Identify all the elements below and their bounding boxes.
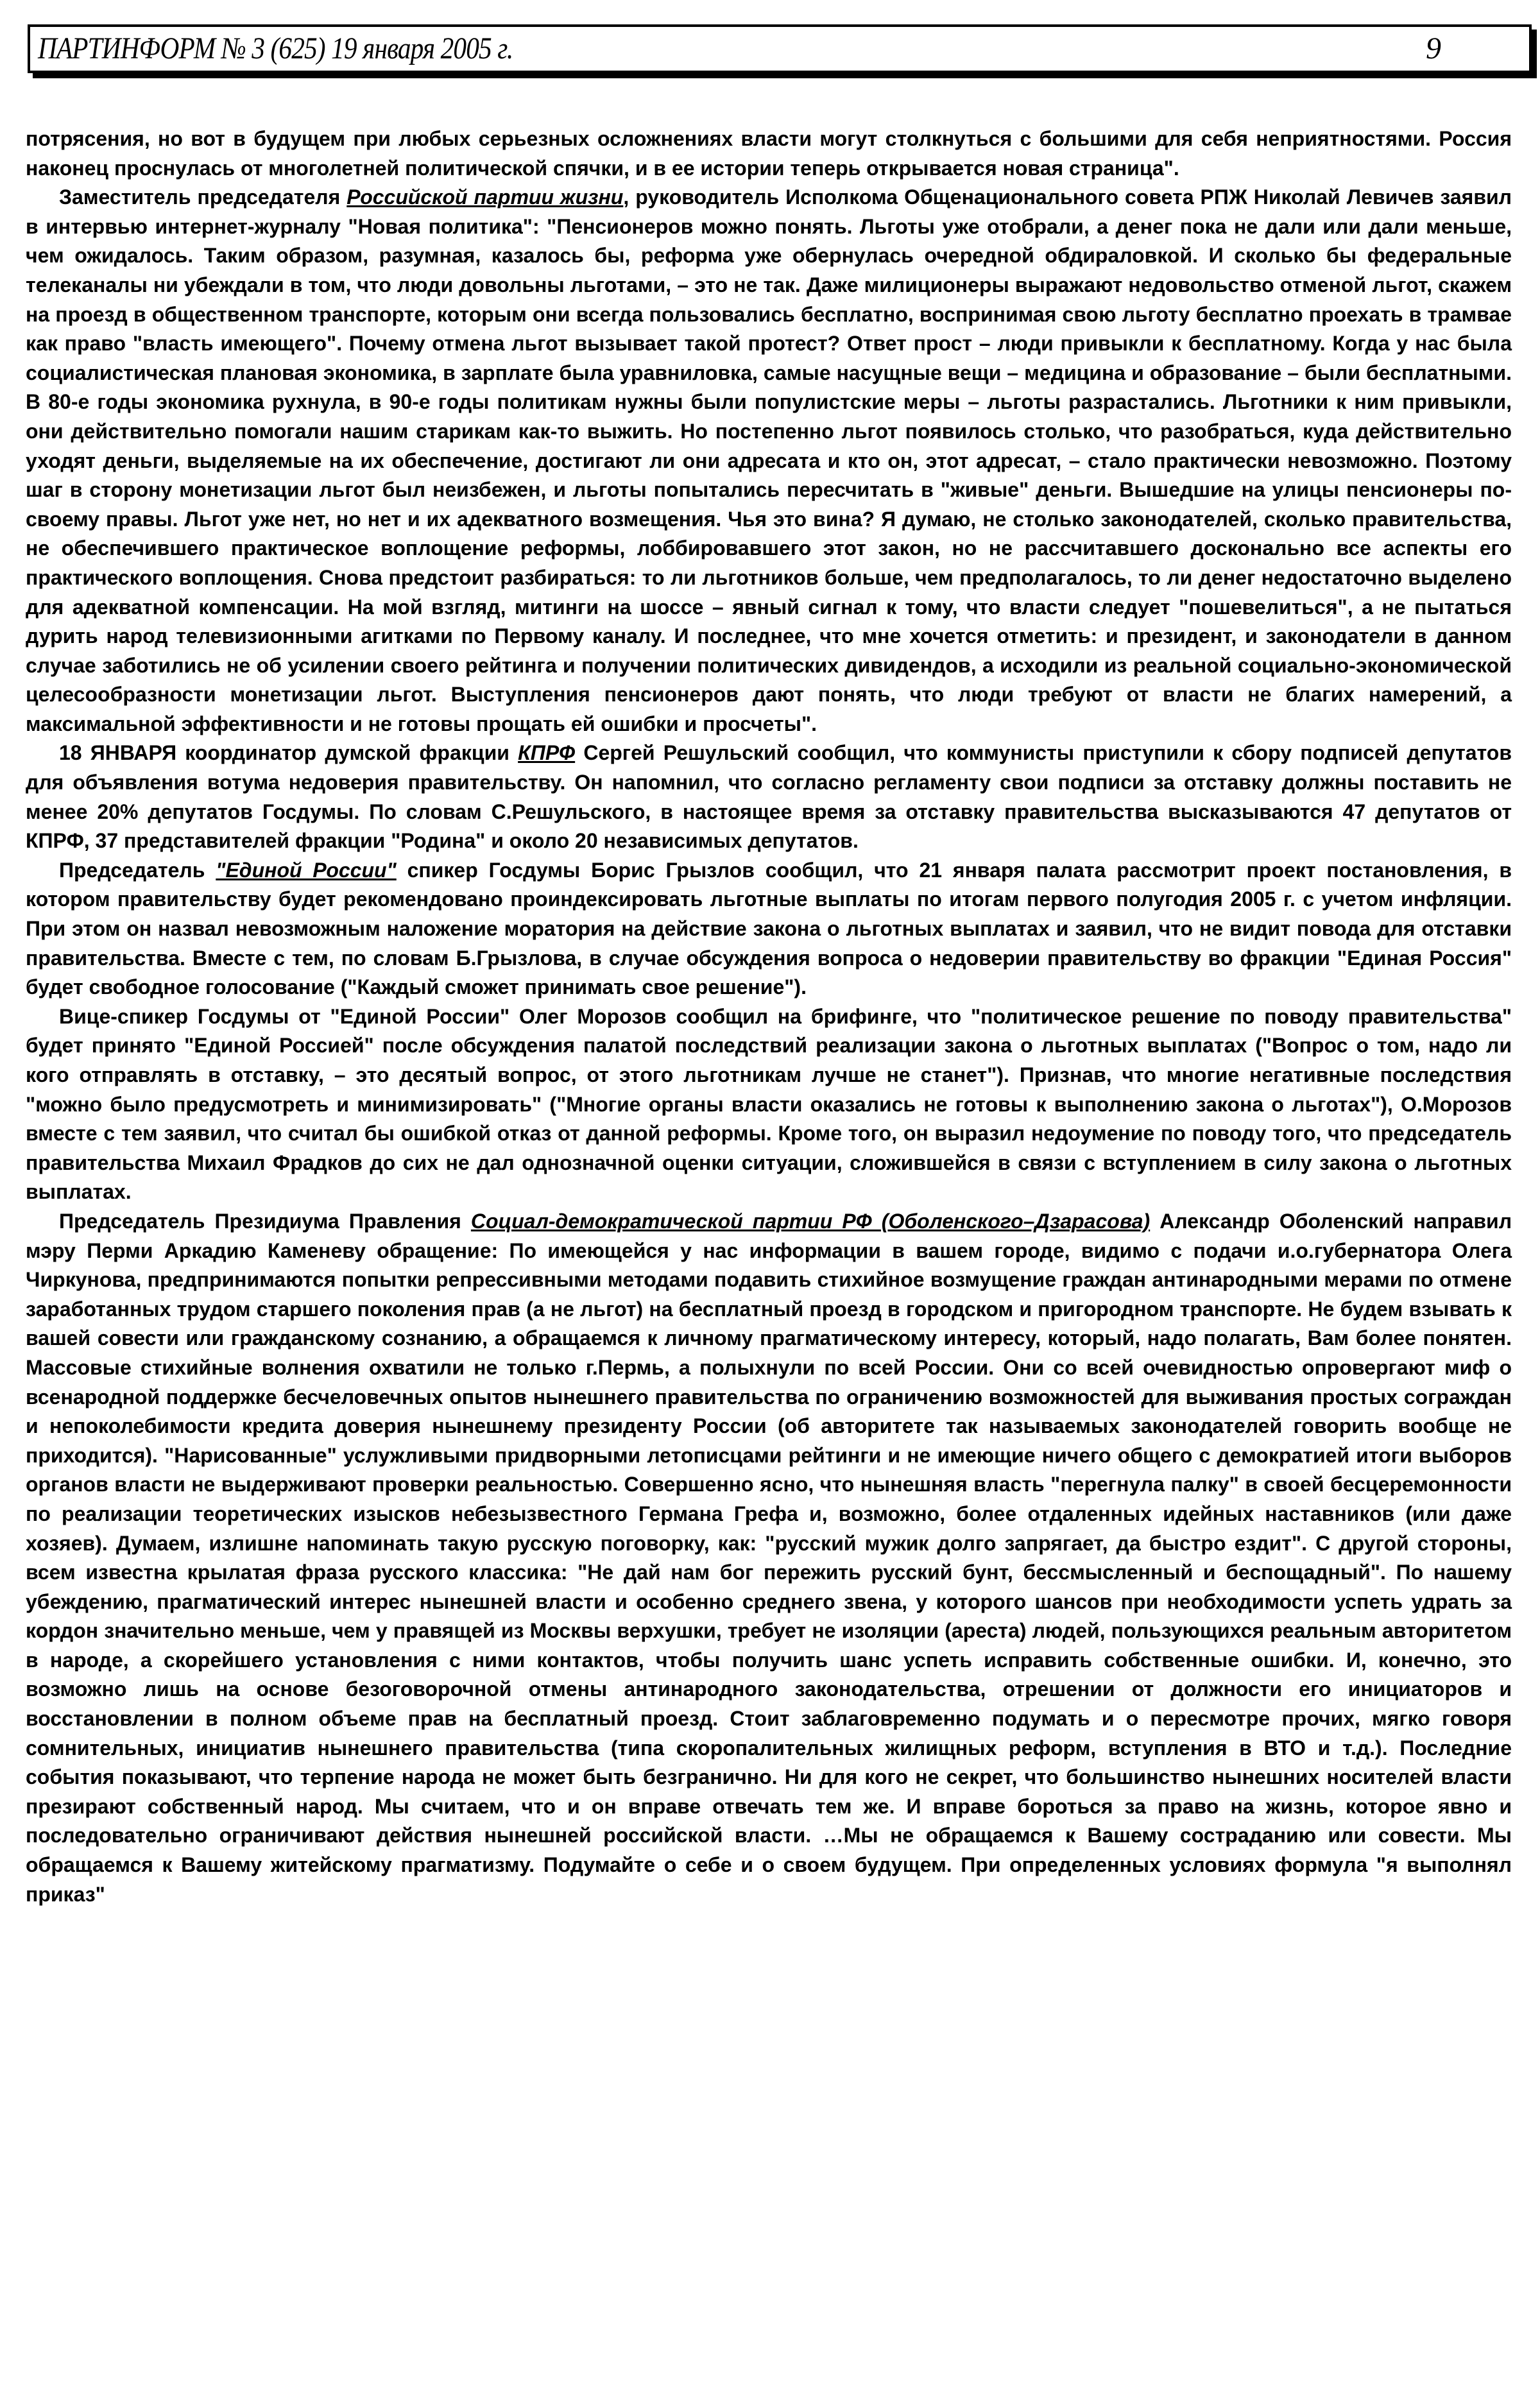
page-header: [28, 24, 1532, 73]
paragraph-text: Александр Оболенский направил мэру Перми Аркадию Каменеву обращение: По имеющейся у нас информации в вашем городе, видимо с подачи и.о.губернатора Олега Чиркунова, предпринимаются попытки репрессивными методами подавить стихийное возмущение граждан антинародными мерами по отмене заработанных трудом старшего поколения прав (а не льгот) на бесплатный проезд в городском и пригородном транспорте. Не будем взывать к вашей совести или гражданскому сознанию, а обращаемся к личному прагматическому интересу, который, надо полагать, Вам более понятен. Массовые стихийные волнения охватили не только г.Пермь, а полыхнули по всей России. Они со всей очевидностью опровергают миф о всенародной поддержке бесчеловечных опытов нынешнего правительства по ограничению возможностей для выживания простых сограждан и непоколебимости кредита доверия нынешнему президенту России (об авторитете так называемых законодателей говорить вообще не приходится). "Нарисованные" услужливыми придворными летописцами рейтинги и не имеющие ничего общего с демократией итоги выборов органов власти не выдерживают проверки реальностью. Совершенно ясно, что нынешняя власть "перегнула палку" в своей бесцеремонности по реализации теоретических изысков небезызвестного Германа Грефа и, возможно, более отдаленных идейных наставников (или даже хозяев). Думаем, излишне напоминать такую русскую поговорку, как: "русский мужик долго запрягает, да быстро ездит". С другой стороны, всем известна крылатая фраза русского классика: "Не дай нам бог пережить русский бунт, бессмысленный и беспощадный". По нашему убеждению, прагматический интерес нынешней власти и особенно среднего звена, у которого шансов при необходимости успеть удрать за кордон значительно меньше, чем у правящей из Москвы верхушки, требует не изоляции (ареста) людей, пользующихся реальным авторитетом в народе, а скорейшего установления с ними контактов, чтобы получить шанс успеть исправить собственные ошибки. И, конечно, это возможно лишь на основе безоговорочной отмены антинародного законодательства, отрешении от должности его инициаторов и восстановлении в полном объеме прав на бесплатный проезд. Стоит заблаговременно подумать и о пересмотре прочих, мягко говоря сомнительных, инициатив нынешнего правительства (типа скоропалительных жилищных реформ, вступления в ВТО и т.д.). Последние события показывают, что терпение народа не может быть безгранично. Ни для кого не секрет, что большинство нынешних носителей власти презирают собственный народ. Мы считаем, что и он вправе отвечать тем же. И вправе бороться за право на жизнь, которое явно и последовательно ограничивают действия нынешней российской власти. …Мы не обращаемся к Вашему состраданию или совести. Мы обращаемся к Вашему житейскому прагматизму. Подумайте о себе и о своем будущем. При определенных условиях формула "я выполнял приказ": [26, 1209, 1512, 1906]
paragraph: [26, 183, 1512, 739]
paragraph: [26, 1002, 1512, 1207]
paragraph-text: , руководитель Исполкома Общенационального совета РПЖ Николай Левичев заявил в интервью интернет-журналу "Новая политика": "Пенсионеров можно понять. Льготы уже отобрали, а денег пока не дали или дали меньше, чем ожидалось. Таким образом, разумная, казалось бы, реформа уже обернулась очередной обдираловкой. И сколько бы федеральные телеканалы ни убеждали в том, что люди довольны льготами, – это не так. Даже милиционеры выражают недовольство отменой льгот, скажем на проезд в общественном транспорте, которым они всегда пользовались бесплатно, воспринимая свою льготу бесплатно проехать в трамвае как право "власть имеющего". Почему отмена льгот вызывает такой протест? Ответ прост – люди привыкли к бесплатному. Когда у нас была социалистическая плановая экономика, в зарплате была уравниловка, самые насущные вещи – медицина и образование – были бесплатными. В 80-е годы экономика рухнула, в 90-е годы политикам нужны были популистские меры – льготы разрастались. Льготники к ним привыкли, они действительно помогали нашим старикам как-то выжить. Но постепенно льгот появилось столько, что разобраться, куда действительно уходят деньги, выделяемые на их обеспечение, достигают ли они адресата и кто он, этот адресат, – стало практически невозможно. Поэтому шаг в сторону монетизации льгот был неизбежен, и льготы попытались пересчитать в "живые" деньги. Вышедшие на улицы пенсионеры по-своему правы. Льгот уже нет, но нет и их адекватного возмещения. Чья это вина? Я думаю, не столько законодателей, сколько правительства, не обеспечившего практическое воплощение реформы, лоббировавшего этот закон, но не рассчитавшего досконально все аспекты его практического воплощения. Снова предстоит разбираться: то ли льготников больше, чем предполагалось, то ли денег недостаточно выделено для адекватной компенсации. На мой взгляд, митинги на шоссе – явный сигнал к тому, что власти следует "пошевелиться", а не пытаться дурить народ телевизионными агитками по Первому каналу. И последнее, что мне хочется отметить: и президент, и законодатели в данном случае заботились не об усилении своего рейтинга и получении политических дивидендов, а исходили из реальной социально-экономической целесообразности монетизации льгот. Выступления пенсионеров дают понять, что люди требуют от власти не благих намерений, а максимальной эффективности и не готовы прощать ей ошибки и просчеты".: [26, 185, 1512, 735]
paragraph: [26, 1207, 1512, 1909]
paragraph: [26, 856, 1512, 1002]
party-link-edinaya-rossiya[interactable]: "Единой России": [216, 858, 397, 882]
paragraph-text: Председатель Президиума Правления: [59, 1209, 471, 1233]
paragraph-text: 18 ЯНВАРЯ координатор думской фракции: [59, 741, 518, 765]
article-body: [26, 124, 1512, 1909]
paragraph-text: Сергей Решульский сообщил, что коммунисты приступили к сбору подписей депутатов для объявления вотума недоверия правительству. Он напомнил, что согласно регламенту свои подписи за отставку должны поставить не менее 20% депутатов Госдумы. По словам С.Решульского, в настоящее время за отставку правительства высказываются 47 депутатов от КПРФ, 37 представителей фракции "Родина" и около 20 независимых депутатов.: [26, 741, 1512, 853]
paragraph-text: Председатель: [59, 858, 216, 882]
party-link-kprf[interactable]: КПРФ: [518, 741, 576, 765]
paragraph: [26, 124, 1512, 183]
paragraph-text: спикер Госдумы Борис Грызлов сообщил, что 21 января палата рассмотрит проект постановления, в котором правительству будет рекомендовано проиндексировать льготные выплаты по итогам первого полугодия 2005 г. с учетом инфляции. При этом он назвал невозможным наложение моратория на действие закона о льготных выплатах и заявил, что не видит повода для отставки правительства. Вместе с тем, по словам Б.Грызлова, в случае обсуждения вопроса о недоверии правительству во фракции "Единая Россия" будет свободное голосование ("Каждый сможет принимать свое решение").: [26, 858, 1512, 999]
publication-title: ПАРТИНФОРМ № 3 (625) 19 января 2005 г.: [38, 31, 513, 65]
party-link-sdp-rf[interactable]: Социал-демократической партии РФ (Оболенского–Дзарасова): [470, 1209, 1151, 1233]
paragraph-text: потрясения, но вот в будущем при любых серьезных осложнениях власти могут столкнуться с большими для себя неприятностями. Россия наконец проснулась от многолетней политической спячки, и в ее истории теперь открывается новая страница".: [26, 127, 1512, 180]
paragraph-text: Заместитель председателя: [59, 185, 347, 209]
page-number: 9: [1426, 31, 1441, 65]
paragraph: [26, 739, 1512, 855]
party-link-rpzh[interactable]: Российской партии жизни: [346, 185, 624, 209]
paragraph-text: Вице-спикер Госдумы от "Единой России" Олег Морозов сообщил на брифинге, что "политическое решение по поводу правительства" будет принято "Единой Россией" после обсуждения палатой последствий реализации закона о льготных выплатах ("Вопрос о том, надо ли кого отправлять в отставку, – это десятый вопрос, от этого льготникам лучше не станет"). Признав, что многие негативные последствия "можно было предусмотреть и минимизировать" ("Многие органы власти оказались не готовы к выполнению закона о льготах"), О.Морозов вместе с тем заявил, что считал бы ошибкой отказ от данной реформы. Кроме того, он выразил недоумение по поводу того, что председатель правительства Михаил Фрадков до сих не дал однозначной оценки ситуации, сложившейся в связи с вступлением в силу закона о льготных выплатах.: [26, 1004, 1512, 1204]
